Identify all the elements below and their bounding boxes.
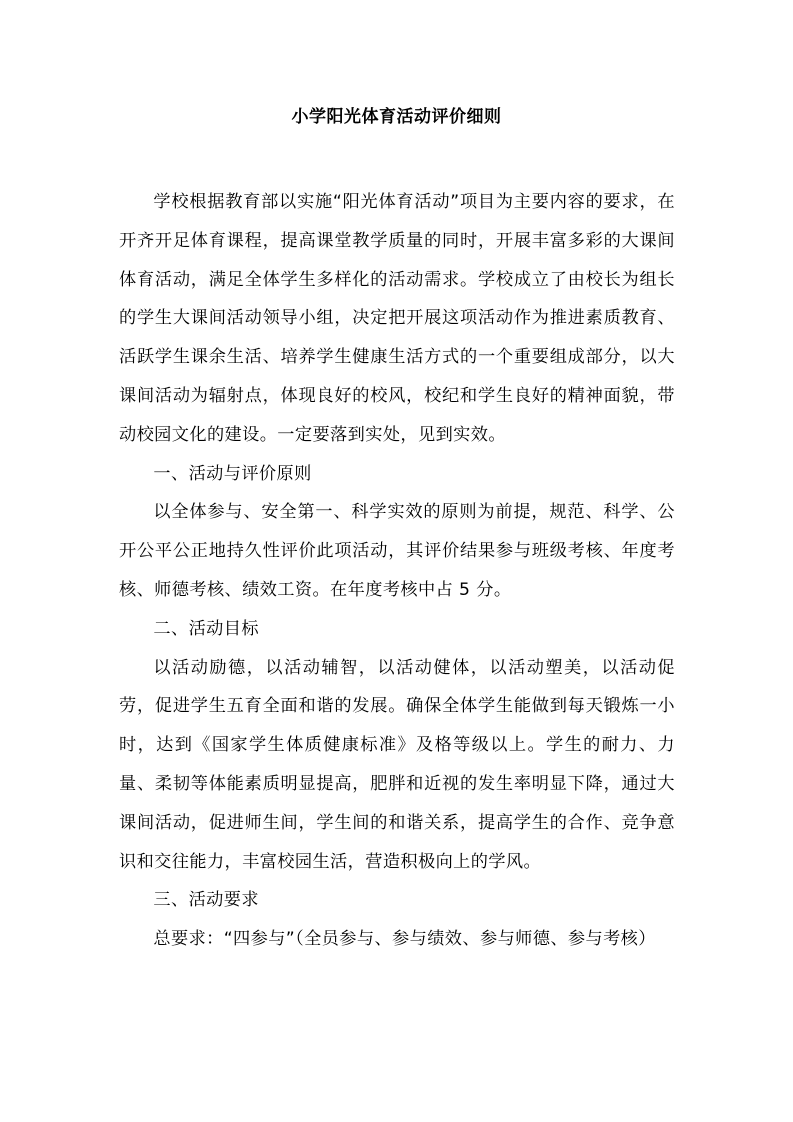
paragraph-principles: 以全体参与、安全第一、科学实效的原则为前提，规范、科学、公开公平公正地持久性评价此项活动，其评价结果参与班级考核、年度考核、师德考核、绩效工资。在年度考核中占 5 分。 (119, 502, 675, 600)
section-heading-goals: 二、活动目标 (153, 618, 259, 639)
section-heading-requirements: 三、活动要求 (153, 890, 259, 911)
paragraph-intro: 学校根据教育部以实施“阳光体育活动”项目为主要内容的要求，在开齐开足体育课程，提高课堂教学质量的同时，开展丰富多彩的大课间体育活动，满足全体学生多样化的活动需求。学校成立了由校长为组长的学生大课间活动领导小组，决定把开展这项活动作为推进素质教育、活跃学生课余生活、培养学生健康生活方式的一个重要组成部分，以大课间活动为辐射点，体现良好的校风，校纪和学生良好的精神面貌，带动校园文化的建设。一定要落到实处，见到实效。 (119, 192, 675, 445)
paragraph-goals: 以活动励德，以活动辅智，以活动健体，以活动塑美，以活动促劳，促进学生五育全面和谐的发展。确保全体学生能做到每天锻炼一小时，达到《国家学生体质健康标准》及格等级以上。学生的耐力、力量、柔韧等体能素质明显提高，肥胖和近视的发生率明显下降，通过大课间活动，促进师生间，学生间的和谐关系，提高学生的合作、竞争意识和交往能力，丰富校园生活，营造积极向上的学风。 (119, 657, 675, 872)
paragraph-requirements: 总要求：“四参与”（全员参与、参与绩效、参与师德、参与考核） (153, 929, 656, 950)
document-title: 小学阳光体育活动评价细则 (291, 107, 502, 127)
section-heading-principles: 一、活动与评价原则 (153, 463, 312, 484)
document-body (119, 183, 675, 959)
